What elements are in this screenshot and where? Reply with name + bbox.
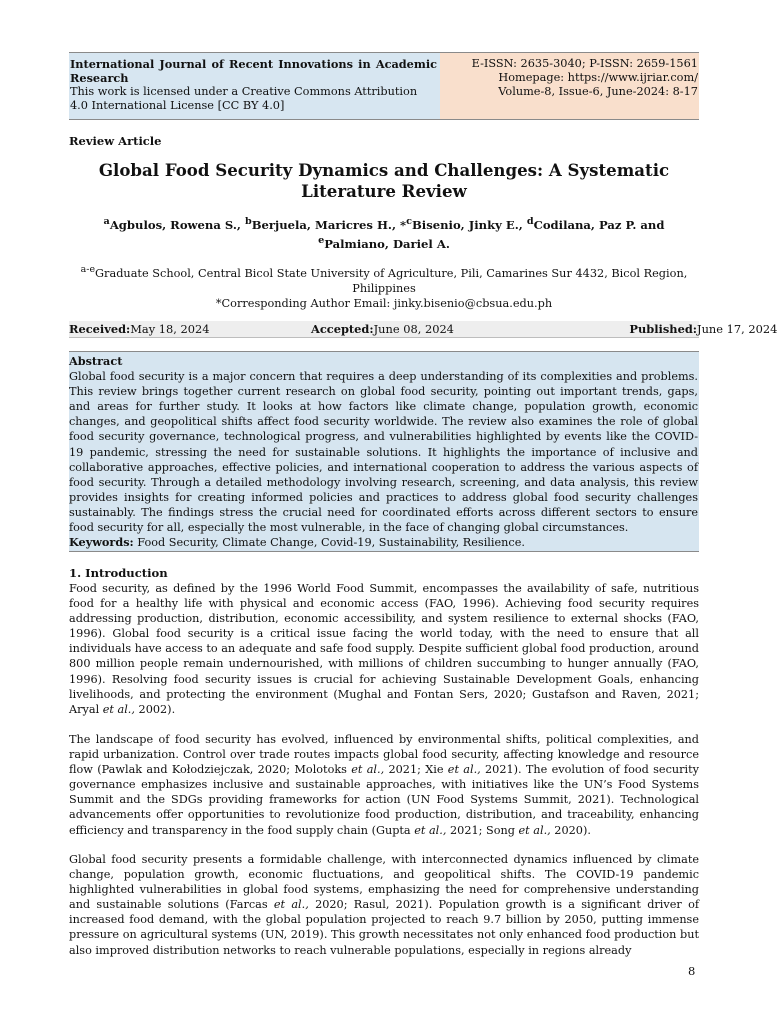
- affiliation: [69, 262, 699, 311]
- journal-title: International Journal of Recent Innovations in Academic Research: [70, 57, 437, 85]
- author-superscript: e: [318, 234, 325, 246]
- keywords: [69, 535, 698, 550]
- received-value: May 18, 2024: [130, 322, 210, 336]
- author: [406, 218, 527, 232]
- paragraph-text: Global food security presents a formidable challenge, with interconnected dynamics influenced by climate change, population growth, economic fluctuations, and geopolitical shifts. The COVID-19 pandemic highlighted vulnerabilities in global food systems, emphasizing the need for comprehensive understanding and sustainable solutions (Farcas: [69, 853, 699, 912]
- author-superscript: a: [103, 216, 110, 227]
- paragraph-text: 2021; Song: [446, 823, 519, 837]
- paragraph-text: The landscape of food security has evolved, influenced by environmental shifts, political complexities, and rapid urbanization. Control over trade routes impacts global food security, affecting knowledge and resource flow (Pawlak and Kołodziejczak, 2020; Molotoks: [69, 733, 699, 777]
- author-name: Agbulos, Rowena S.,: [109, 217, 245, 232]
- paragraph-text: 2020; Rasul, 2021). Population growth is a significant driver of increased food demand, with the global population projected to reach 9.7 billion by 2050, putting immense pressure on agricultural systems (UN, 2019). This growth necessitates not only enhanced food production but also improved distribution networks to reach vulnerable populations, especially in regions already: [69, 898, 699, 957]
- author-name: Berjuela, Maricres H., *: [251, 217, 407, 232]
- citation-et-al: et al.,: [447, 763, 481, 777]
- intro-paragraph-3: [69, 852, 699, 958]
- journal-header: [69, 52, 699, 120]
- published-date: [629, 321, 777, 337]
- author-list: [69, 214, 699, 252]
- author-superscript: c: [406, 216, 412, 227]
- published-value: June 17, 2024: [697, 322, 777, 336]
- author-superscript: d: [526, 216, 534, 227]
- paragraph-text: 2021). The evolution of food security governance emphasizes inclusive and sustainable approaches, with initiatives like the UN’s Food Systems Summit and the SDGs providing frameworks for action (UN Food Systems Summit, 2021). Technological advancements offer opportunities to revolutionize food production, distribution, and traceability, enhancing efficiency and transparency in the food supply chain (Gupta: [69, 763, 699, 837]
- paragraph-text: Food security, as defined by the 1996 World Food Summit, encompasses the availability of safe, nutritious food for a healthy life with physical and economic access (FAO, 1996). Achieving food security requires addressing production, distribution, economic accessibility, and system resilience to external shocks (FAO, 1996). Global food security is a critical issue facing the world today, with the need to ensure that all individuals have access to an adequate and safe food supply. Despite sufficient global food production, around 800 million people remain undernourished, with millions of children succumbing to hunger annually (FAO, 1996). Resolving food security issues is crucial for achieving Sustainable Development Goals, enhancing livelihoods, and protecting the environment (Mughal and Fontan Sers, 2020; Gustafson and Raven, 2021; Aryal: [69, 582, 699, 716]
- intro-paragraph-1: [69, 581, 699, 717]
- keywords-label: Keywords:: [69, 535, 134, 550]
- paper-title: Global Food Security Dynamics and Challenges: A Systematic Literature Review: [98, 160, 670, 201]
- paragraph-text: 2021; Xie: [384, 763, 448, 777]
- citation-et-al: et al.,: [414, 823, 447, 837]
- volume-issue: Volume-8, Issue-6, June-2024: 8-17: [498, 85, 698, 98]
- abstract-text: Global food security is a major concern that requires a deep understanding of its complexities and problems. This review brings together current research on global food security, pointing out important trends, gaps, and areas for further study. It looks at how factors like climate change, population growth, economic changes, and geopolitical shifts affect food security worldwide. The review also examines the role of global food security governance, technological progress, and vulnerabilities highlighted by events like the COVID-19 pandemic, stressing the need for sustainable solutions. It highlights the importance of inclusive and collaborative approaches, effective policies, and international cooperation to address the various aspects of food security. Through a detailed methodology involving research, screening, and data analysis, this review provides insights for creating informed policies and practices to address global food security challenges sustainably. The findings stress the crucial need for coordinated efforts across different sectors to ensure food security for all, especially the most vulnerable, in the face of changing global circumstances.: [69, 370, 698, 535]
- publication-dates: [69, 321, 777, 338]
- journal-info: [69, 53, 440, 119]
- accepted-value: June 08, 2024: [373, 322, 454, 336]
- paragraph-text: 2020).: [550, 823, 591, 837]
- issn: E-ISSN: 2635-3040; P-ISSN: 2659-1561: [471, 57, 698, 70]
- author-name: Palmiano, Dariel A.: [324, 236, 450, 251]
- keywords-list: Food Security, Climate Change, Covid-19, Sustainability, Resilience.: [137, 536, 525, 550]
- section-heading-introduction: 1. Introduction: [69, 566, 168, 580]
- corresponding-author: *Corresponding Author Email: jinky.bisenio@cbsua.edu.ph: [215, 296, 553, 310]
- citation-et-al: et al.,: [351, 763, 385, 777]
- received-label: Received:: [69, 322, 131, 336]
- intro-paragraph-2: [69, 732, 699, 838]
- citation-et-al: et al.,: [518, 823, 551, 837]
- affiliation-text: Graduate School, Central Bicol State University of Agriculture, Pili, Camarines Sur 4432, Bicol Region, Philippines: [95, 266, 688, 295]
- journal-meta: [440, 53, 699, 119]
- accepted-date: [311, 321, 454, 337]
- published-label: Published:: [629, 322, 697, 336]
- license-notice: This work is licensed under a Creative Commons Attribution 4.0 International License [CC BY 4.0]: [70, 85, 418, 112]
- author: [527, 218, 665, 232]
- author-name: Codilana, Paz P. and: [533, 217, 665, 232]
- homepage: Homepage: https://www.ijriar.com/: [498, 71, 698, 84]
- abstract-box: [69, 351, 699, 552]
- accepted-label: Accepted:: [311, 322, 374, 336]
- affiliation-line: [69, 262, 699, 296]
- author: [318, 234, 450, 251]
- received-date: [69, 321, 210, 337]
- abstract-heading: Abstract: [69, 354, 123, 368]
- author-superscript: b: [244, 216, 252, 227]
- article-type: Review Article: [69, 134, 162, 148]
- citation-et-al: et al.,: [102, 702, 135, 716]
- paragraph-text: 2002).: [134, 702, 176, 716]
- citation-et-al: et al.,: [273, 898, 309, 912]
- author-name: Bisenio, Jinky E.,: [412, 217, 527, 232]
- page-number: 8: [688, 964, 696, 978]
- affiliation-superscript: a-e: [80, 264, 96, 275]
- author: [245, 218, 406, 232]
- author: [104, 218, 245, 232]
